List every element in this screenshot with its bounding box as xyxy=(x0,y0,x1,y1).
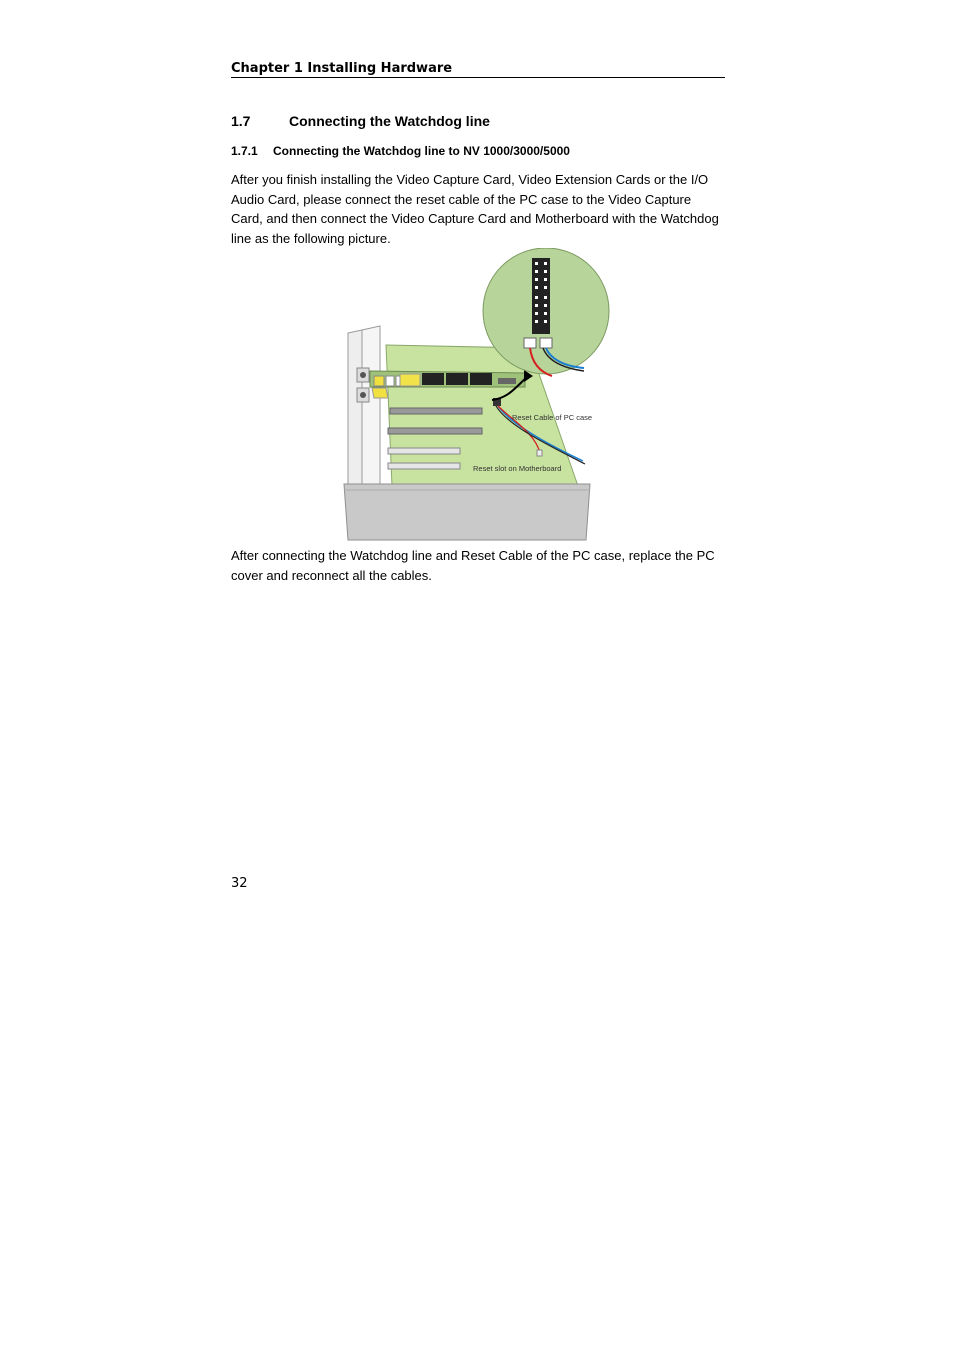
page-number: 32 xyxy=(231,876,248,891)
watchdog-diagram-illustration xyxy=(340,248,615,544)
reset-slot-label: Reset slot on Motherboard xyxy=(473,464,562,473)
reset-cable-label: Reset Cable of PC case xyxy=(512,413,593,422)
section-heading xyxy=(231,113,490,130)
subsection-title: Connecting the Watchdog line to NV 1000/3000/5000 xyxy=(273,144,570,158)
intro-paragraph: After you finish installing the Video Capture Card, Video Extension Cards or the I/O Audio Card, please connect the reset cable of the PC case to the Video Capture Card, and then connect the Video Capture Card and Motherboard with the Watchdog line as the following picture. xyxy=(231,172,719,246)
subsection-number: 1.7.1 xyxy=(231,144,258,158)
subsection-heading xyxy=(231,144,570,159)
section-title: Connecting the Watchdog line xyxy=(289,113,490,129)
chapter-header: Chapter 1 Installing Hardware xyxy=(231,61,725,78)
watchdog-diagram xyxy=(340,248,615,544)
section-number: 1.7 xyxy=(231,113,251,129)
closing-paragraph: After connecting the Watchdog line and Reset Cable of the PC case, replace the PC cover and reconnect all the cables. xyxy=(231,548,715,583)
